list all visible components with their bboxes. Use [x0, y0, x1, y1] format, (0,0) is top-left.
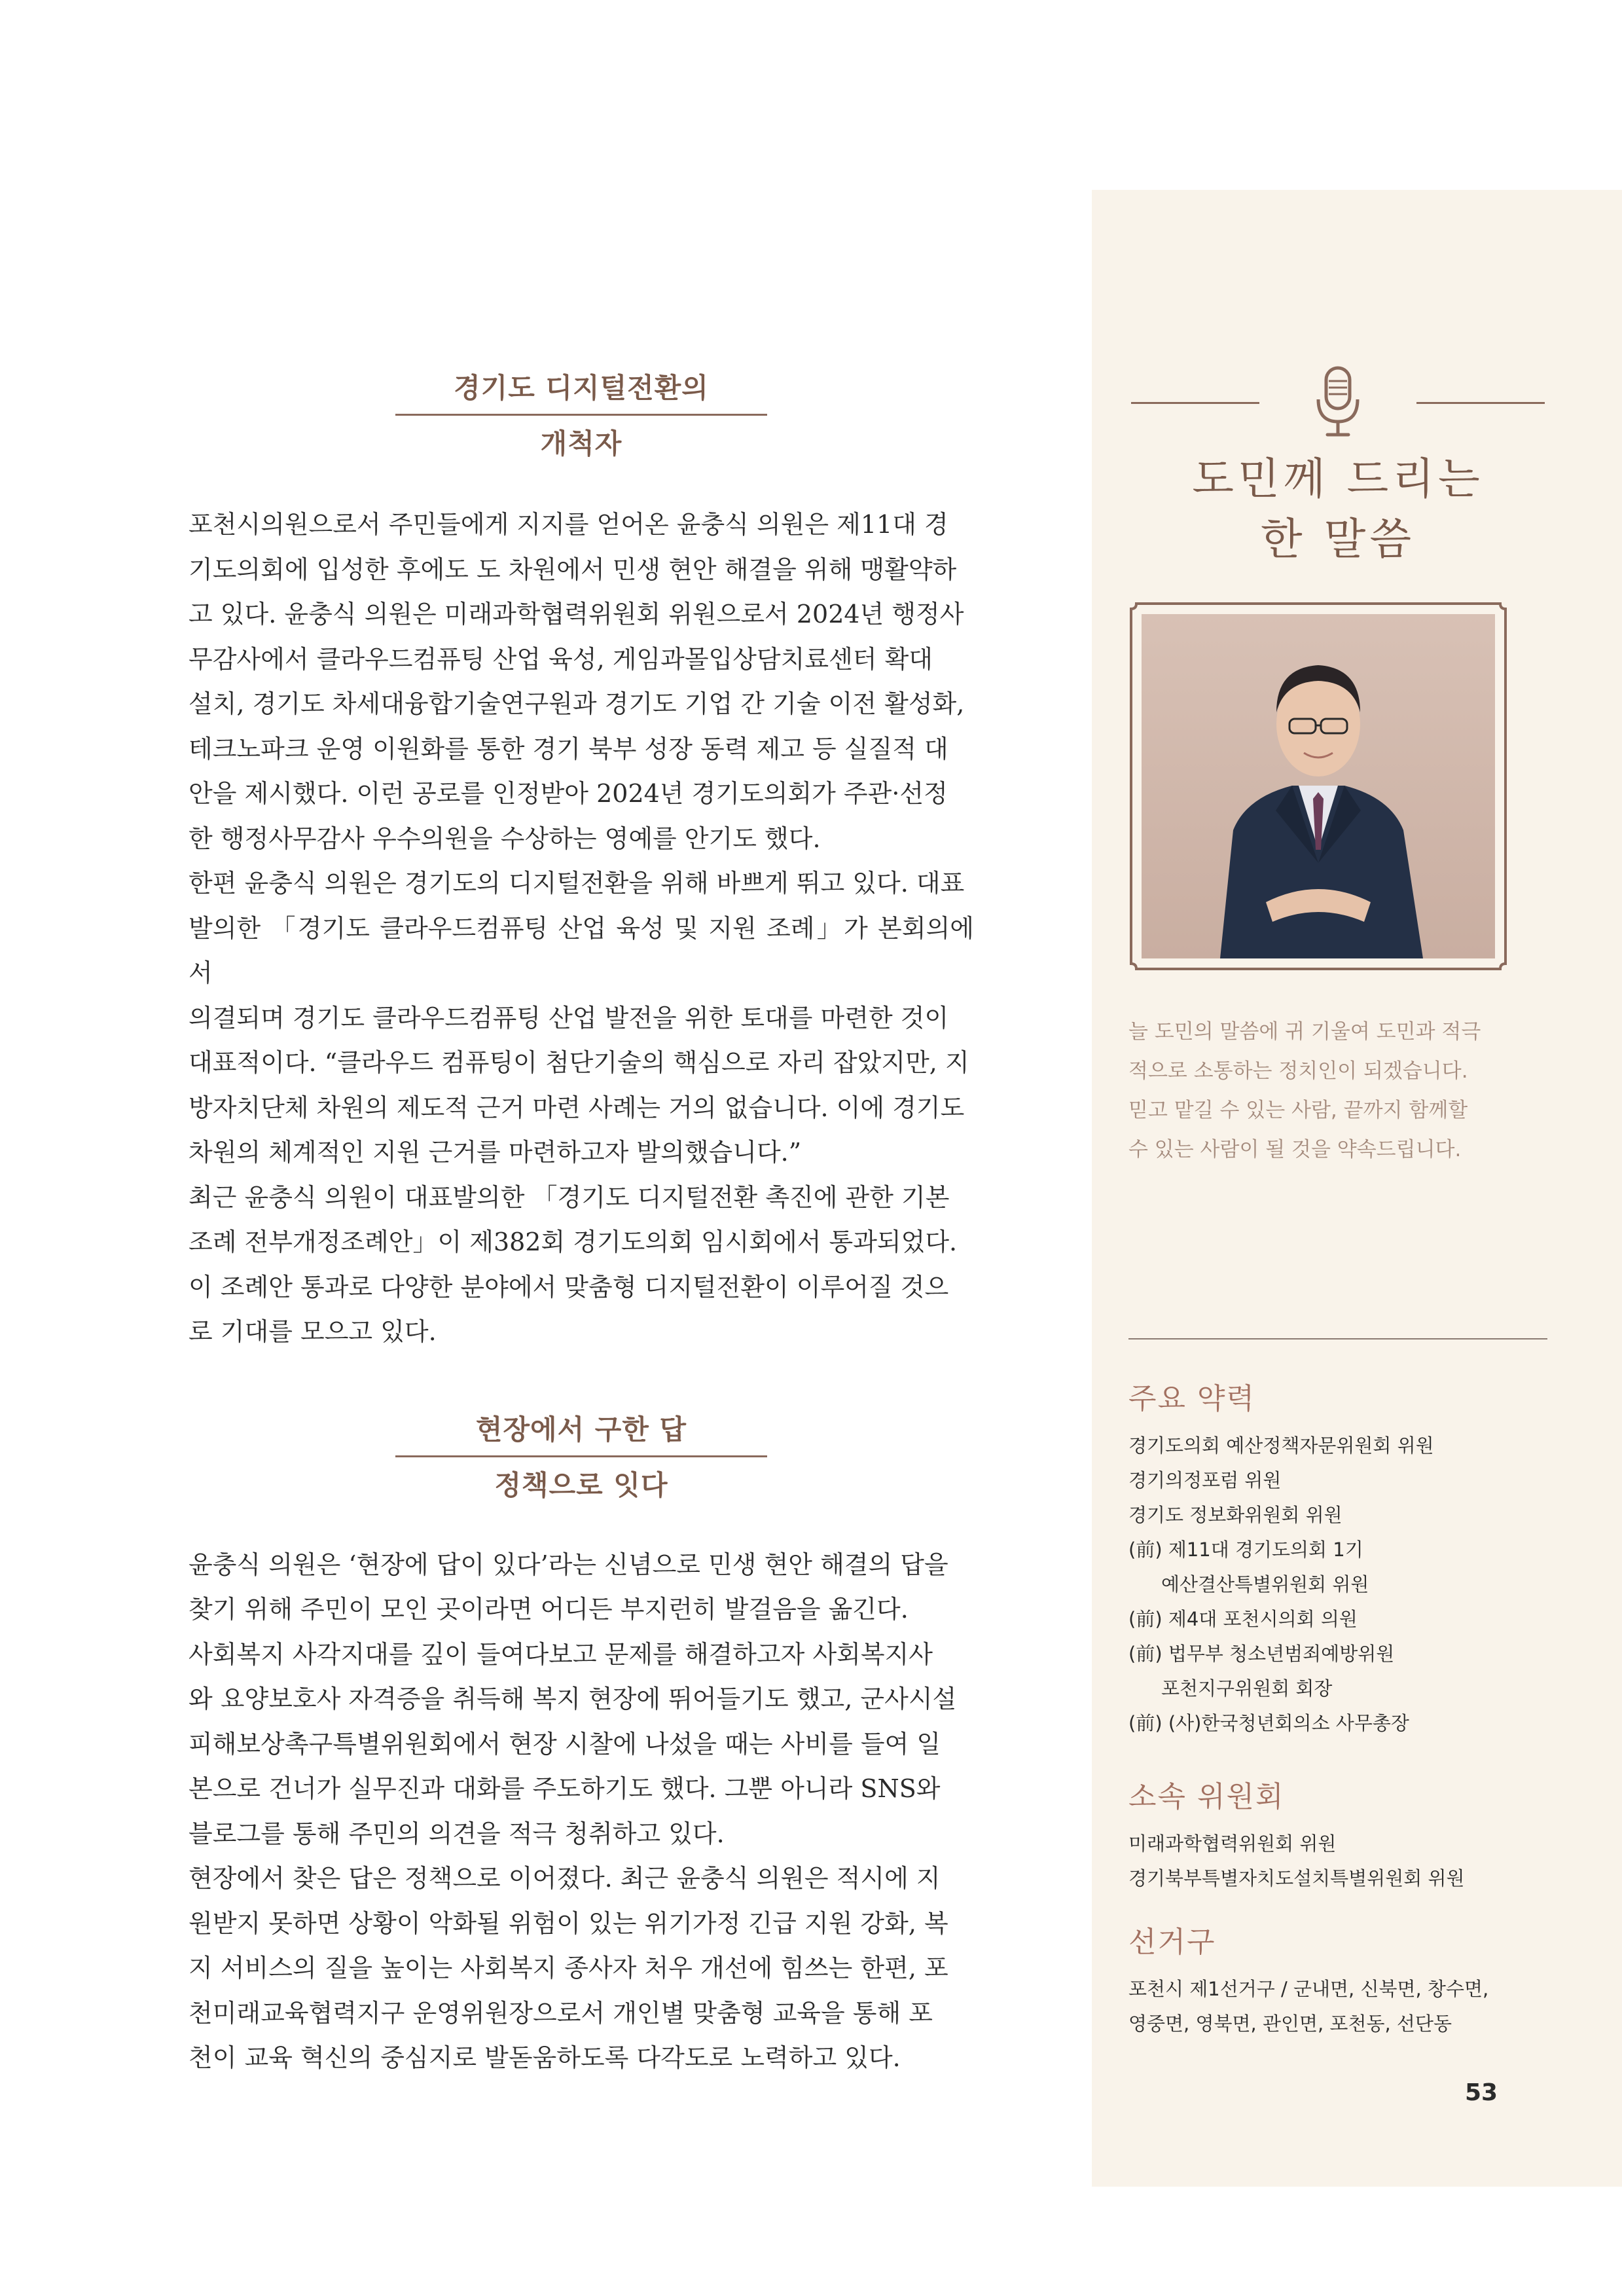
section-heading-1-line1: 경기도 디지털전환의	[395, 367, 767, 416]
career-section	[1128, 1375, 1560, 1741]
career-item: 경기도 정보화위원회 위원	[1128, 1504, 1343, 1526]
career-item: 경기도의회 예산정책자문위원회 위원	[1128, 1434, 1434, 1457]
career-list	[1128, 1429, 1560, 1741]
committee-item: 경기북부특별자치도설치특별위원회 위원	[1128, 1867, 1465, 1889]
sidebar-quote: 늘 도민의 말씀에 귀 기울여 도민과 적극 적으로 소통하는 정치인이 되겠습니다. 믿고 맡길 수 있는 사람, 끝까지 함께할 수 있는 사람이 될 것을 약속드립니다.	[1128, 1020, 1481, 1161]
career-item: 경기의정포럼 위원	[1128, 1469, 1282, 1491]
district-item: 포천시 제1선거구 / 군내면, 신북면, 창수면,	[1128, 1978, 1489, 2000]
article-column	[189, 367, 974, 2081]
district-list	[1128, 1972, 1560, 2041]
career-item: 예산결산특별위원회 위원	[1161, 1573, 1369, 1595]
committees-section	[1128, 1773, 1560, 1896]
district-section	[1128, 1918, 1560, 2041]
section-heading-1-line2: 개척자	[540, 428, 622, 460]
career-item: (前) 제11대 경기도의회 1기	[1128, 1539, 1363, 1561]
politician-portrait	[1142, 614, 1495, 958]
career-item: (前) 법무부 청소년범죄예방위원	[1128, 1643, 1395, 1665]
profile-sidebar	[1092, 190, 1622, 2187]
section-heading-2-line2: 정책으로 잇다	[494, 1468, 668, 1501]
page-number: 53	[1465, 2079, 1498, 2106]
section-heading-1	[395, 367, 767, 462]
career-title: 주요 약력	[1128, 1382, 1256, 1415]
career-item: (前) 제4대 포천시의회 의원	[1128, 1608, 1358, 1630]
sidebar-title: 도민께 드리는 한 말씀	[1192, 454, 1484, 564]
ornament-rule-left	[1131, 402, 1259, 404]
district-item: 영중면, 영북면, 관인면, 포천동, 선단동	[1128, 2013, 1452, 2035]
portrait-frame	[1128, 601, 1508, 972]
career-item: 포천지구위원회 회장	[1161, 1677, 1333, 1700]
ornament-rule-right	[1416, 402, 1545, 404]
sidebar-title-ornament	[1131, 365, 1545, 439]
section-1-body: 포천시의원으로서 주민들에게 지지를 얻어온 윤충식 의원은 제11대 경 기도의회에 입성한 후에도 도 차원에서 민생 현안 해결을 위해 맹활약하 고 있다. 윤충식 의원은 미래과학협력위원회 위원으로서 2024년 행정사 무감사에서 클라우드컴퓨팅 산업 육성, 게임과몰입상담치료센터 확대 설치, 경기도 차세대융합기술연구원과 경기도 기업 간 기술 이전 활성화, 테크노파크 운영 이원화를 통한 경기 북부 성장 동력 제고 등 실질적 대 안을 제시했다. 이런 공로를 인정받아 2024년 경기도의회가 주관·선정 한 행정사무감사 우수의원을 수상하는 영예를 안기도 했다. 한편 윤충식 의원은 경기도의 디지털전환을 위해 바쁘게 뛰고 있다. 대표 발의한 「경기도 클라우드컴퓨팅 산업 육성 및 지원 조례」가 본회의에서 의결되며 경기도 클라우드컴퓨팅 산업 발전을 위한 토대를 마련한 것이 대표적이다. “클라우드 컴퓨팅이 첨단기술의 핵심으로 자리 잡았지만, 지 방자치단체 차원의 제도적 근거 마련 사례는 거의 없습니다. 이에 경기도 차원의 체계적인 지원 근거를 마련하고자 발의했습니다.” 최근 윤충식 의원이 대표발의한 「경기도 디지털전환 촉진에 관한 기본 조례 전부개정조례안」이 제382회 경기도의회 임시회에서 통과되었다. 이 조례안 통과로 다양한 분야에서 맞춤형 디지털전환이 이루어질 것으 로 기대를 모으고 있다.	[189, 510, 974, 1346]
section-heading-2	[395, 1408, 767, 1503]
microphone-icon	[1308, 365, 1368, 439]
career-item: (前) (사)한국청년회의소 사무총장	[1128, 1712, 1409, 1734]
committee-item: 미래과학협력위원회 위원	[1128, 1832, 1337, 1855]
committees-list	[1128, 1827, 1560, 1896]
committees-title: 소속 위원회	[1128, 1780, 1285, 1813]
sidebar-divider	[1128, 1338, 1547, 1339]
district-title: 선거구	[1128, 1925, 1216, 1959]
section-heading-2-line1: 현장에서 구한 답	[395, 1408, 767, 1457]
section-2-body: 윤충식 의원은 ‘현장에 답이 있다’라는 신념으로 민생 현안 해결의 답을 찾기 위해 주민이 모인 곳이라면 어디든 부지런히 발걸음을 옮긴다. 사회복지 사각지대를 깊이 들여다보고 문제를 해결하고자 사회복지사 와 요양보호사 자격증을 취득해 복지 현장에 뛰어들기도 했고, 군사시설 피해보상촉구특별위원회에서 현장 시찰에 나섰을 때는 사비를 들여 일 본으로 건너가 실무진과 대화를 주도하기도 했다. 그뿐 아니라 SNS와 블로그를 통해 주민의 의견을 적극 청취하고 있다. 현장에서 찾은 답은 정책으로 이어졌다. 최근 윤충식 의원은 적시에 지 원받지 못하면 상황이 악화될 위험이 있는 위기가정 긴급 지원 강화, 복 지 서비스의 질을 높이는 사회복지 종사자 처우 개선에 힘쓰는 한편, 포 천미래교육협력지구 운영위원장으로서 개인별 맞춤형 교육을 통해 포 천이 교육 혁신의 중심지로 발돋움하도록 다각도로 노력하고 있다.	[189, 1550, 957, 2072]
